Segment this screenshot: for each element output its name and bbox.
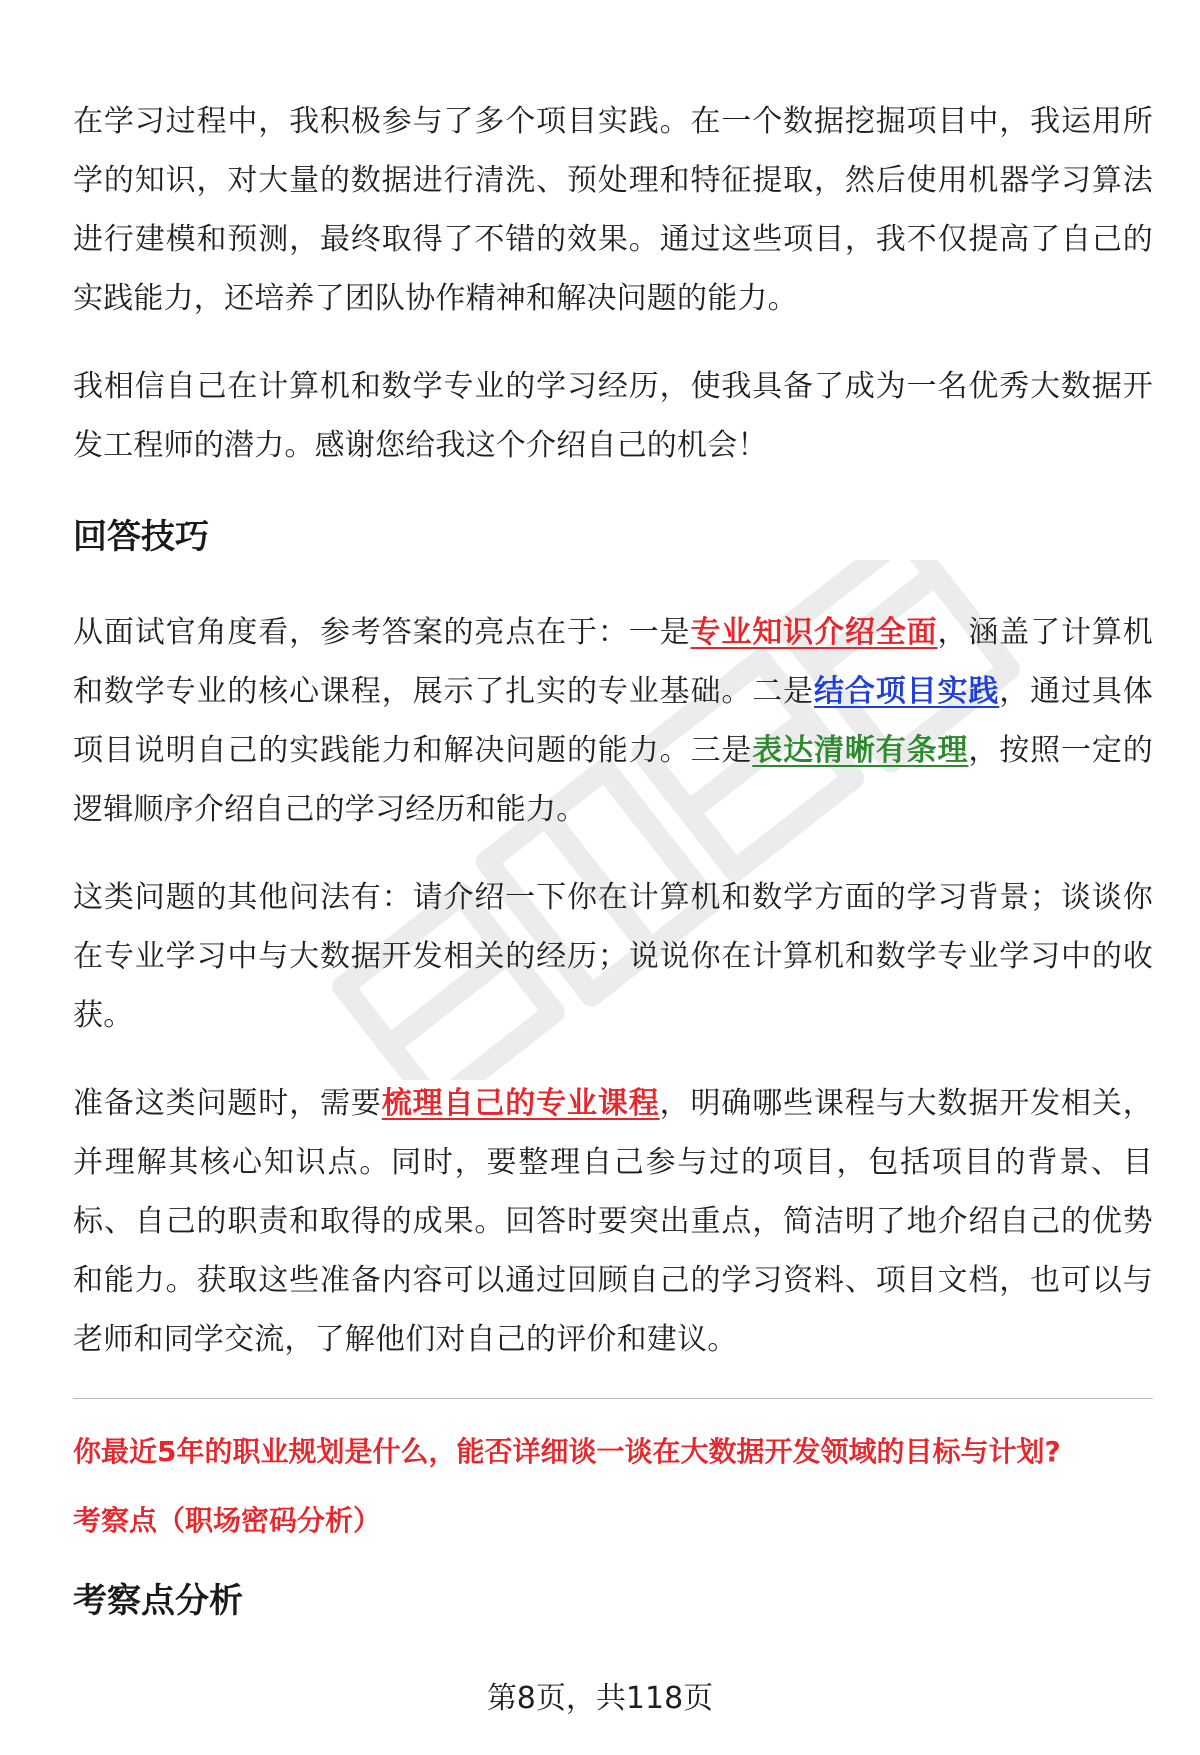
page-number-footer: 第8页，共118页 [486,1681,714,1716]
intro-paragraph-2: 我相信自己在计算机和数学专业的学习经历，使我具备了成为一名优秀大数据开发工程师的潜力。感谢您给我这个介绍自己的机会！ [73,369,1153,463]
tips-p3-text-2: ，明确哪些课程与大数据开发相关，并理解其核心知识点。同时，要整理自己参与过的项目，包括项目的背景、目标、自己的职责和取得的成果。回答时要突出重点，简洁明了地介绍自己的优势和能力。获取这些准备内容可以通过回顾自己的学习资料、项目文档，也可以与老师和同学交流，了解他们对自己的评价和建议。 [73,1086,1153,1357]
section-divider [73,1398,1153,1399]
tips-p1-text-3: ，通过具体项目说明自己的实践能力和解决问题的能力。三是 [73,674,1154,768]
analysis-heading: 考察点分析 [73,1581,243,1621]
highlight-clear-expression: 表达清晰有条理 [752,733,969,768]
highlight-professional-knowledge: 专业知识介绍全面 [690,615,938,650]
tips-p1-text-4: ，按照一定的逻辑顺序介绍自己的学习经历和能力。 [73,733,1154,827]
next-question: 你最近5年的职业规划是什么，能否详细谈一谈在大数据开发领域的目标与计划? [73,1435,1061,1468]
highlight-course-review: 梳理自己的专业课程 [381,1086,660,1121]
tips-paragraph-3 [73,1074,1153,1369]
intro-paragraph-1: 在学习过程中，我积极参与了多个项目实践。在一个数据挖掘项目中，我运用所学的知识，对大量的数据进行清洗、预处理和特征提取，然后使用机器学习算法进行建模和预测，最终取得了不错的效果。通过这些项目，我不仅提高了自己的实践能力，还培养了团队协作精神和解决问题的能力。 [73,104,1153,316]
tips-p1-text-1: 从面试官角度看，参考答案的亮点在于：一是 [73,615,691,650]
tips-p3-text-1: 准备这类问题时，需要 [73,1086,382,1121]
tips-paragraph-2: 这类问题的其他问法有：请介绍一下你在计算机和数学方面的学习背景；谈谈你在专业学习中与大数据开发相关的经历；说说你在计算机和数学专业学习中的收获。 [73,880,1153,1033]
tips-paragraph-1 [73,603,1153,839]
highlight-project-practice: 结合项目实践 [814,674,1000,709]
assessment-point-label: 考察点（职场密码分析） [73,1504,382,1537]
document-page [73,92,1153,1625]
tips-p1-text-2: ，涵盖了计算机和数学专业的核心课程，展示了扎实的专业基础。二是 [73,615,1154,709]
tips-heading: 回答技巧 [73,517,209,557]
